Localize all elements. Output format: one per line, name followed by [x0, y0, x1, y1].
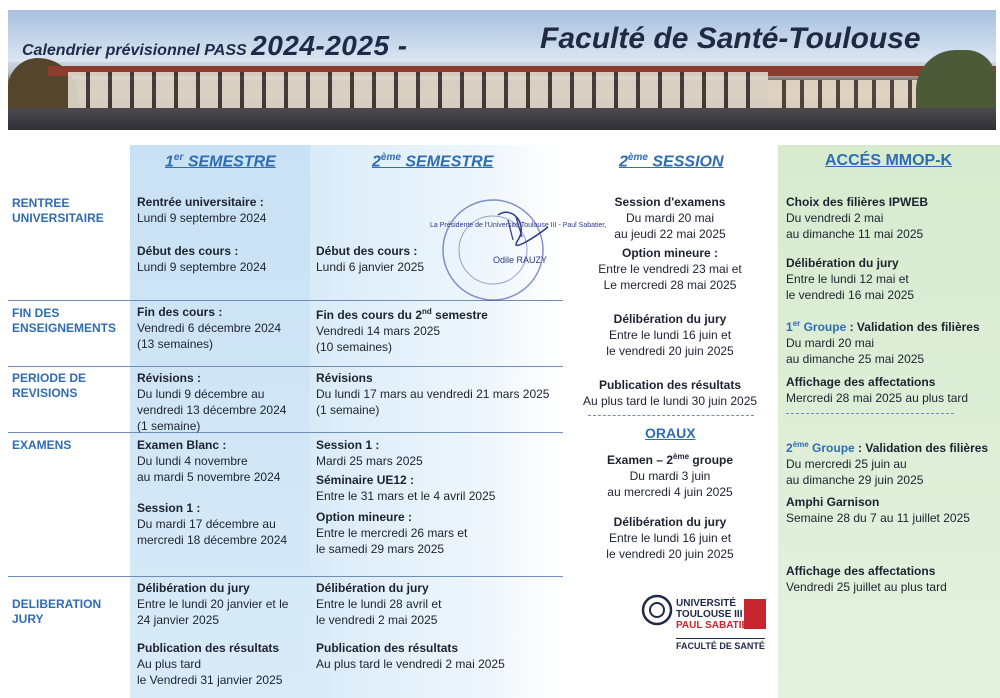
university-stamp	[438, 195, 558, 305]
stamp-signer-text: La Présidente de l'Université Toulouse III - Paul Sabatier,	[430, 222, 607, 229]
s2-session1: Session 1 : Mardi 25 mars 2025	[316, 438, 423, 468]
mmopk-amphi-garnison: Amphi Garnison Semaine 28 du 7 au 11 juillet 2025	[786, 495, 970, 525]
semester2-heading: 2ème SEMESTRE	[372, 152, 494, 171]
mmopk-deliberation: Délibération du jury Entre le lundi 12 mai et le vendredi 16 mai 2025	[786, 256, 915, 302]
logo-faculty: FACULTÉ DE SANTÉ	[676, 638, 765, 651]
row-label-examens: EXAMENS	[12, 438, 72, 452]
oraux-examen: Examen – 2ème groupe Du mardi 3 juin au mercredi 4 juin 2025	[606, 452, 734, 499]
s2-seminaire-ue12: Séminaire UE12 : Entre le 31 mars et le 4 avril 2025	[316, 473, 496, 503]
oraux-heading: ORAUX	[645, 425, 696, 441]
session2-option-mineure: Option mineure : Entre le vendredi 23 mai et Le mercredi 28 mai 2025	[598, 246, 742, 292]
row-label-rentree: RENTREE UNIVERSITAIRE	[12, 196, 104, 225]
mmopk-affichage1: Affichage des affectations Mercredi 28 mai 2025 au plus tard	[786, 375, 969, 405]
session2-divider	[588, 415, 754, 416]
mmopk-groupe2: 2ème Groupe : Validation des filières Du mercredi 25 juin au au dimanche 29 juin 2025	[786, 440, 989, 487]
session2-deliberation: Délibération du jury Entre le lundi 16 juin et le vendredi 20 juin 2025	[606, 312, 734, 358]
row-label-deliberation: DELIBERATION JURY	[12, 597, 102, 626]
calendar-title: Calendrier prévisionnel PASS 2024-2025 -	[22, 30, 408, 61]
s1-fin-cours: Fin des cours : Vendredi 6 décembre 2024 (13 semaines)	[137, 305, 282, 351]
s1-revisions: Révisions : Du lundi 9 décembre au vendredi 13 décembre 2024 (1 semaine)	[137, 371, 287, 433]
row-label-revisions: PERIODE DE REVISIONS	[12, 371, 87, 400]
logo-text: UNIVERSITÉ TOULOUSE III PAUL SABATIER	[676, 598, 756, 631]
session2-examens: Session d'examens Du mardi 20 mai au jeudi 22 mai 2025	[614, 195, 726, 241]
s2-debut-cours: Début des cours : Lundi 6 janvier 2025	[316, 244, 425, 274]
s1-debut-cours: Début des cours : Lundi 9 septembre 2024	[137, 244, 267, 274]
s2-revisions: Révisions Du lundi 17 mars au vendredi 21 mars 2025 (1 semaine)	[316, 371, 550, 417]
s1-session1: Session 1 : Du mardi 17 décembre au mercredi 18 décembre 2024	[137, 501, 288, 547]
s1-deliberation: Délibération du jury Entre le lundi 20 janvier et le 24 janvier 2025	[137, 581, 289, 627]
row-divider	[8, 366, 563, 367]
mmopk-heading: ACCÉS MMOP-K	[825, 152, 953, 169]
session2-publication: Publication des résultats Au plus tard le lundi 30 juin 2025	[582, 378, 758, 408]
faculty-title: Faculté de Santé-Toulouse	[540, 22, 921, 55]
mmopk-affichage2: Affichage des affectations Vendredi 25 juillet au plus tard	[786, 564, 947, 594]
semester1-heading: 1er SEMESTRE	[165, 152, 276, 171]
s2-fin-cours: Fin des cours du 2nd semestre Vendredi 14 mars 2025 (10 semaines)	[316, 307, 488, 354]
stamp-signer-name: Odile RAUZY	[493, 255, 548, 265]
s2-option-mineure: Option mineure : Entre le mercredi 26 mars et le samedi 29 mars 2025	[316, 510, 468, 556]
mmopk-choix-filieres: Choix des filières IPWEB Du vendredi 2 mai au dimanche 11 mai 2025	[786, 195, 929, 241]
s2-deliberation: Délibération du jury Entre le lundi 28 avril et le vendredi 2 mai 2025	[316, 581, 442, 627]
s2-publication: Publication des résultats Au plus tard le vendredi 2 mai 2025	[316, 641, 505, 671]
s1-publication: Publication des résultats Au plus tard le Vendredi 31 janvier 2025	[137, 641, 283, 687]
row-divider	[8, 576, 563, 577]
row-label-fin-enseignements: FIN DES ENSEIGNEMENTS	[12, 306, 117, 335]
session2-heading: 2ème SESSION	[619, 152, 724, 171]
s1-examen-blanc: Examen Blanc : Du lundi 4 novembre au mardi 5 novembre 2024	[137, 438, 281, 484]
mmopk-groupe1: 1er Groupe : Validation des filières Du mardi 20 mai au dimanche 25 mai 2025	[786, 319, 980, 366]
mmopk-divider	[786, 413, 954, 414]
oraux-deliberation: Délibération du jury Entre le lundi 16 juin et le vendredi 20 juin 2025	[606, 515, 734, 561]
s1-rentree: Rentrée universitaire : Lundi 9 septembre 2024	[137, 195, 267, 225]
